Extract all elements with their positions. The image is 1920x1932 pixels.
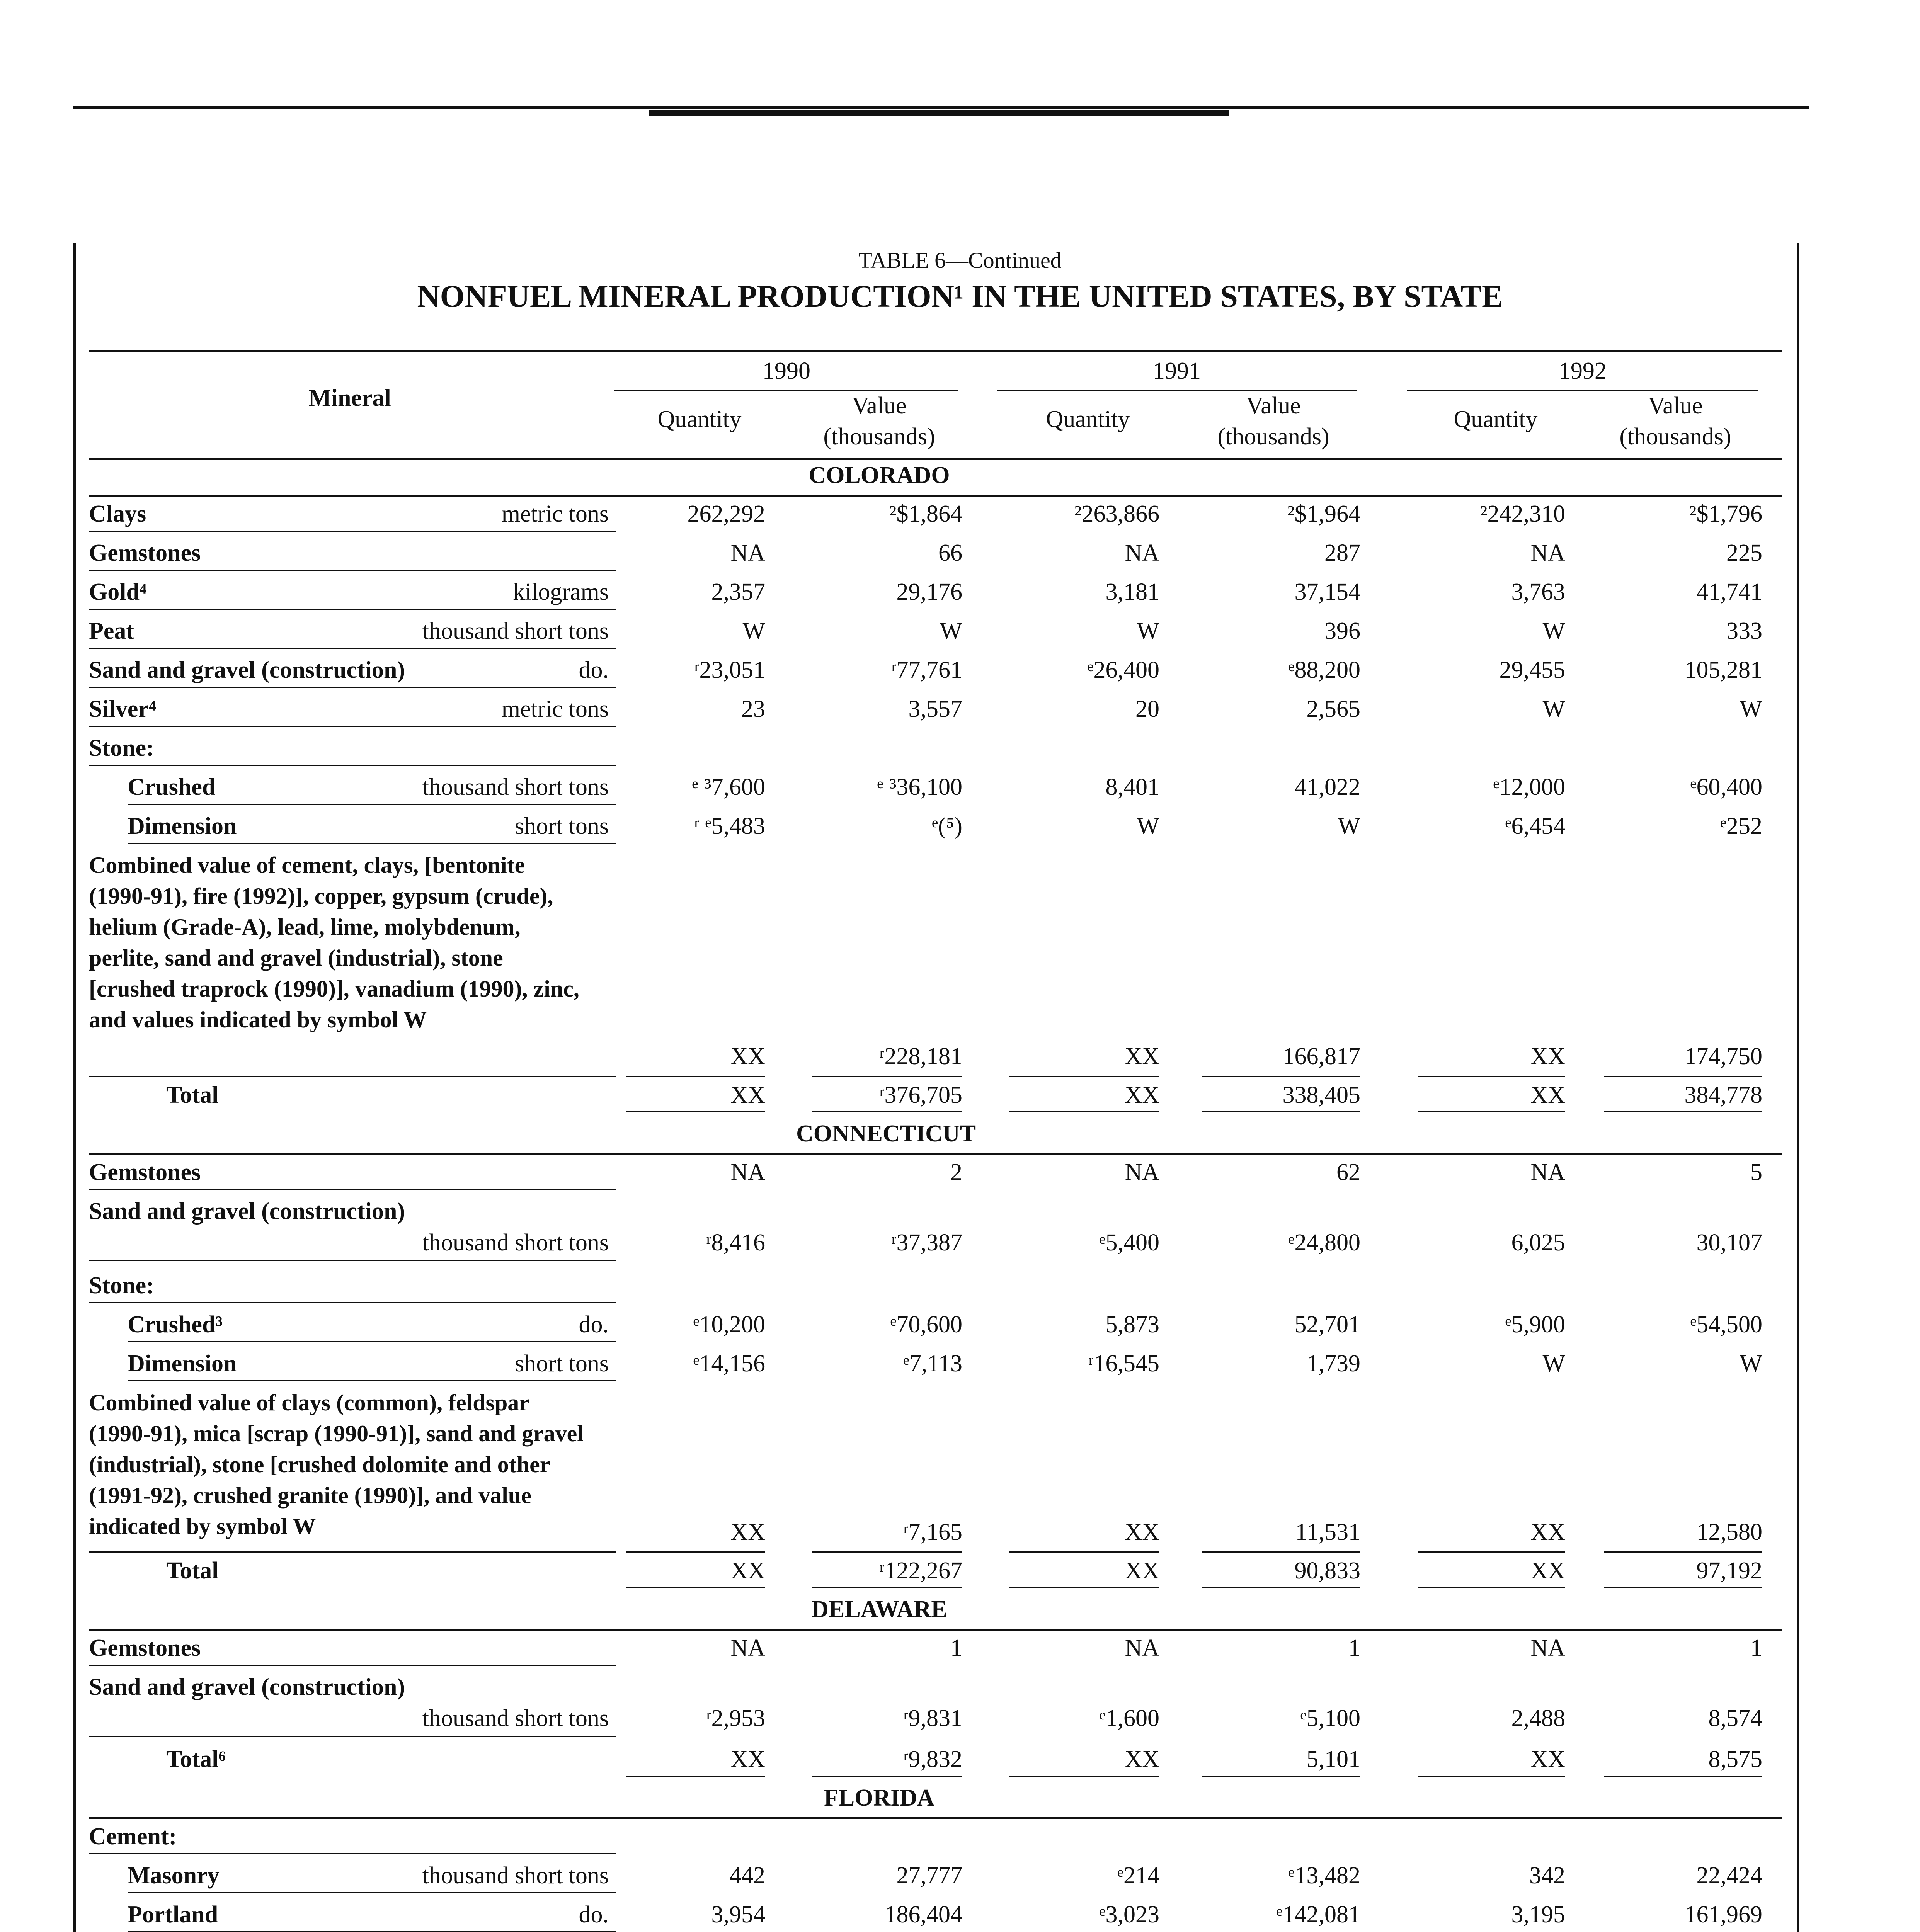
- value-cell: XX: [730, 1746, 765, 1772]
- subtotal-rule: [812, 1076, 962, 1077]
- value-cell: 5,101: [1306, 1746, 1360, 1772]
- value-cell: ʳ ᵉ5,483: [694, 813, 765, 839]
- value-cell: 41,741: [1696, 579, 1762, 605]
- mineral-label: Cement:: [89, 1823, 177, 1850]
- value-cell: ᵉ7,113: [903, 1350, 962, 1377]
- value-cell: 105,281: [1684, 657, 1762, 683]
- value-cell: ʳ23,051: [694, 657, 765, 683]
- value-cell: ʳ16,545: [1088, 1350, 1159, 1377]
- value-cell: 27,777: [896, 1862, 962, 1889]
- value-cell: ᵉ88,200: [1288, 657, 1360, 683]
- value-cell: W: [1338, 813, 1360, 839]
- value-cell: XX: [1530, 1519, 1565, 1545]
- value-cell: ᵉ1,600: [1099, 1705, 1159, 1731]
- total-rule: [1418, 1776, 1565, 1777]
- subtotal-rule: [1009, 1076, 1159, 1077]
- value-cell: 174,750: [1684, 1043, 1762, 1070]
- value-cell: 29,176: [896, 579, 962, 605]
- unit-label: do.: [579, 657, 609, 683]
- value-cell: ᵉ60,400: [1690, 774, 1762, 800]
- mineral-label: Dimension: [128, 1350, 237, 1377]
- unit-label: thousand short tons: [422, 1862, 609, 1889]
- unit-label: do.: [579, 1901, 609, 1928]
- value-cell: W: [742, 618, 765, 644]
- value-cell: 41,022: [1294, 774, 1360, 800]
- total-rule: [1202, 1587, 1360, 1588]
- top-rule-accent: [649, 110, 1229, 116]
- mineral-label: Portland: [128, 1901, 218, 1928]
- value-cell: 5,873: [1105, 1311, 1159, 1338]
- value-cell: 23: [741, 696, 765, 722]
- value-cell: 90,833: [1294, 1558, 1360, 1584]
- total-label: Total: [166, 1082, 219, 1108]
- value-unit-header: (thousands): [1217, 423, 1329, 450]
- value-cell: XX: [730, 1082, 765, 1108]
- year-header: 1992: [1559, 358, 1607, 384]
- value-cell: ᵉ54,500: [1690, 1311, 1762, 1338]
- value-cell: 52,701: [1294, 1311, 1360, 1338]
- value-cell: XX: [1125, 1043, 1159, 1070]
- value-cell: NA: [1125, 540, 1159, 566]
- value-cell: ²242,310: [1480, 501, 1565, 527]
- value-cell: ²$1,964: [1287, 501, 1360, 527]
- value-cell: NA: [1530, 540, 1565, 566]
- value-cell: 8,575: [1708, 1746, 1762, 1772]
- unit-label: thousand short tons: [422, 1230, 609, 1256]
- value-cell: 3,181: [1105, 579, 1159, 605]
- row-rule: [128, 1380, 616, 1381]
- subtotal-rule: [1202, 1076, 1360, 1077]
- total-rule: [812, 1776, 962, 1777]
- total-rule: [1202, 1776, 1360, 1777]
- value-cell: ᵉ10,200: [693, 1311, 765, 1338]
- value-cell: ²$1,796: [1689, 501, 1762, 527]
- value-cell: 37,154: [1294, 579, 1360, 605]
- subtotal-rule: [1604, 1551, 1762, 1553]
- value-cell: ʳ376,705: [879, 1082, 962, 1108]
- value-cell: ᵉ5,400: [1099, 1230, 1159, 1256]
- combined-value-note: Combined value of cement, clays, [bentonite (1990-91), fire (1992)], copper, gypsum (crude), helium (Grade-A), lead, lime, molybdenum, perlite, sand and gravel (industrial), stone [crushed traprock (1990)], vanadium (1990), zinc, and values indicated by symbol W: [89, 852, 579, 1032]
- mineral-label: Crushed³: [128, 1311, 223, 1338]
- value-column-header: Value: [1648, 393, 1703, 419]
- value-cell: ²263,866: [1074, 501, 1159, 527]
- year-header: 1991: [1153, 358, 1201, 384]
- quantity-column-header: Quantity: [657, 406, 742, 432]
- unit-label: thousand short tons: [422, 618, 609, 644]
- value-cell: 1: [950, 1635, 962, 1661]
- mineral-label: Gemstones: [89, 1635, 201, 1661]
- total-rule: [1202, 1111, 1360, 1112]
- value-cell: ²$1,864: [889, 501, 962, 527]
- value-cell: 287: [1324, 540, 1360, 566]
- unit-label: metric tons: [501, 696, 609, 722]
- mineral-label: Silver⁴: [89, 696, 156, 722]
- subtotal-rule: [1604, 1076, 1762, 1077]
- quantity-column-header: Quantity: [1454, 406, 1538, 432]
- value-cell: ᵉ142,081: [1276, 1901, 1360, 1928]
- state-heading: CONNECTICUT: [796, 1121, 976, 1147]
- total-rule: [812, 1587, 962, 1588]
- unit-label: kilograms: [513, 579, 609, 605]
- row-rule: [89, 1076, 616, 1077]
- value-cell: XX: [730, 1558, 765, 1584]
- subtotal-rule: [626, 1076, 765, 1077]
- value-cell: ʳ9,832: [903, 1746, 962, 1772]
- value-cell: XX: [730, 1043, 765, 1070]
- value-cell: 3,763: [1511, 579, 1565, 605]
- value-cell: 8,401: [1105, 774, 1159, 800]
- value-cell: 12,580: [1696, 1519, 1762, 1545]
- value-cell: ᵉ14,156: [693, 1350, 765, 1377]
- unit-label: short tons: [515, 1350, 609, 1377]
- subtotal-rule: [1202, 1551, 1360, 1553]
- value-cell: NA: [1530, 1159, 1565, 1185]
- value-cell: ᵉ5,100: [1300, 1705, 1360, 1731]
- value-cell: NA: [1125, 1159, 1159, 1185]
- unit-label: thousand short tons: [422, 1705, 609, 1731]
- value-cell: 186,404: [884, 1901, 962, 1928]
- row-rule: [89, 1551, 616, 1553]
- unit-label: thousand short tons: [422, 774, 609, 800]
- value-cell: 62: [1336, 1159, 1360, 1185]
- value-cell: 2,565: [1306, 696, 1360, 722]
- header-top-rule: [89, 350, 1782, 352]
- subtotal-rule: [1418, 1076, 1565, 1077]
- total-rule: [1418, 1587, 1565, 1588]
- state-rule: [89, 1629, 1782, 1631]
- value-column-header: Value: [1246, 393, 1301, 419]
- mineral-label: Dimension: [128, 813, 237, 839]
- state-rule: [89, 495, 1782, 497]
- total-label: Total⁶: [166, 1746, 226, 1772]
- value-cell: 3,954: [711, 1901, 765, 1928]
- state-rule: [89, 1817, 1782, 1819]
- state-heading: COLORADO: [809, 462, 950, 488]
- state-rule: [89, 1153, 1782, 1155]
- value-cell: XX: [1125, 1519, 1159, 1545]
- value-cell: ʳ37,387: [891, 1230, 962, 1256]
- value-cell: NA: [730, 1159, 765, 1185]
- unit-label: do.: [579, 1311, 609, 1338]
- value-cell: 396: [1324, 618, 1360, 644]
- value-cell: 3,195: [1511, 1901, 1565, 1928]
- value-cell: 6,025: [1511, 1230, 1565, 1256]
- mineral-label: Stone:: [89, 735, 154, 761]
- value-cell: 30,107: [1696, 1230, 1762, 1256]
- value-cell: 384,778: [1684, 1082, 1762, 1108]
- value-cell: ᵉ ³7,600: [692, 774, 765, 800]
- value-cell: ᵉ26,400: [1087, 657, 1159, 683]
- value-cell: 338,405: [1282, 1082, 1360, 1108]
- value-cell: XX: [1125, 1082, 1159, 1108]
- value-cell: 1: [1750, 1635, 1762, 1661]
- total-rule: [626, 1587, 765, 1588]
- value-cell: 166,817: [1282, 1043, 1360, 1070]
- value-cell: 2,357: [711, 579, 765, 605]
- value-cell: XX: [1530, 1043, 1565, 1070]
- total-rule: [812, 1111, 962, 1112]
- value-cell: W: [1542, 618, 1565, 644]
- value-cell: ᵉ70,600: [890, 1311, 962, 1338]
- value-cell: ᵉ252: [1720, 813, 1762, 839]
- year-header: 1990: [763, 358, 810, 384]
- value-cell: 1: [1348, 1635, 1360, 1661]
- value-cell: NA: [730, 1635, 765, 1661]
- row-rule: [89, 1665, 616, 1666]
- mineral-label: Sand and gravel (construction): [89, 1198, 405, 1225]
- value-cell: XX: [1530, 1746, 1565, 1772]
- mineral-label: Masonry: [128, 1862, 220, 1889]
- row-rule: [89, 765, 616, 766]
- total-rule: [1604, 1776, 1762, 1777]
- value-cell: ʳ2,953: [706, 1705, 765, 1731]
- value-cell: ᵉ214: [1117, 1862, 1159, 1889]
- row-rule: [128, 1341, 616, 1342]
- value-cell: W: [1740, 1350, 1762, 1377]
- row-rule: [89, 1189, 616, 1190]
- row-rule: [89, 648, 616, 649]
- subtotal-rule: [1418, 1551, 1565, 1553]
- value-cell: XX: [1125, 1746, 1159, 1772]
- value-cell: ᵉ12,000: [1493, 774, 1565, 800]
- unit-label: metric tons: [501, 501, 609, 527]
- subtotal-rule: [626, 1551, 765, 1553]
- value-cell: NA: [1125, 1635, 1159, 1661]
- row-rule: [89, 1260, 616, 1261]
- value-cell: W: [1137, 618, 1159, 644]
- value-cell: XX: [1530, 1082, 1565, 1108]
- total-rule: [1009, 1776, 1159, 1777]
- value-cell: 5: [1750, 1159, 1762, 1185]
- value-cell: 225: [1726, 540, 1762, 566]
- value-cell: 161,969: [1684, 1901, 1762, 1928]
- row-rule: [89, 531, 616, 532]
- total-rule: [626, 1776, 765, 1777]
- value-cell: W: [1740, 696, 1762, 722]
- value-unit-header: (thousands): [823, 423, 935, 450]
- value-cell: ᵉ(⁵): [932, 813, 962, 839]
- value-cell: W: [1542, 1350, 1565, 1377]
- value-cell: 442: [729, 1862, 765, 1889]
- mineral-label: Peat: [89, 618, 134, 644]
- total-label: Total: [166, 1558, 219, 1584]
- value-cell: XX: [1530, 1558, 1565, 1584]
- value-cell: 342: [1529, 1862, 1565, 1889]
- value-cell: ᵉ ³36,100: [877, 774, 962, 800]
- value-cell: 8,574: [1708, 1705, 1762, 1731]
- total-rule: [626, 1111, 765, 1112]
- value-cell: 1,739: [1306, 1350, 1360, 1377]
- value-column-header: Value: [852, 393, 907, 419]
- value-cell: NA: [730, 540, 765, 566]
- row-rule: [89, 687, 616, 688]
- mineral-label: Sand and gravel (construction): [89, 657, 405, 683]
- value-cell: 66: [938, 540, 962, 566]
- value-cell: 3,557: [908, 696, 962, 722]
- value-cell: W: [940, 618, 962, 644]
- state-heading: FLORIDA: [824, 1785, 934, 1811]
- value-cell: ᵉ5,900: [1505, 1311, 1565, 1338]
- mineral-label: Gold⁴: [89, 579, 147, 605]
- state-heading: DELAWARE: [811, 1596, 947, 1622]
- table-number: TABLE 6—Continued: [858, 248, 1062, 273]
- value-cell: ᵉ13,482: [1288, 1862, 1360, 1889]
- total-rule: [1009, 1587, 1159, 1588]
- quantity-column-header: Quantity: [1046, 406, 1130, 432]
- value-cell: ʳ9,831: [903, 1705, 962, 1731]
- row-rule: [89, 1302, 616, 1303]
- value-cell: 97,192: [1696, 1558, 1762, 1584]
- table-title: NONFUEL MINERAL PRODUCTION¹ IN THE UNITED STATES, BY STATE: [417, 279, 1503, 314]
- row-rule: [128, 804, 616, 805]
- total-rule: [1604, 1587, 1762, 1588]
- value-cell: ʳ7,165: [903, 1519, 962, 1545]
- mineral-label: Gemstones: [89, 1159, 201, 1185]
- mineral-label: Stone:: [89, 1272, 154, 1299]
- value-cell: 333: [1726, 618, 1762, 644]
- row-rule: [89, 1736, 616, 1737]
- value-cell: ᵉ6,454: [1505, 813, 1565, 839]
- value-cell: ᵉ3,023: [1099, 1901, 1159, 1928]
- value-cell: XX: [730, 1519, 765, 1545]
- row-rule: [128, 843, 616, 844]
- value-cell: 2,488: [1511, 1705, 1565, 1731]
- row-rule: [89, 726, 616, 727]
- value-cell: 29,455: [1499, 657, 1565, 683]
- value-cell: ʳ228,181: [879, 1043, 962, 1070]
- value-cell: 2: [950, 1159, 962, 1185]
- row-rule: [128, 1892, 616, 1893]
- right-margin-bar: [1797, 243, 1799, 1932]
- value-unit-header: (thousands): [1619, 423, 1731, 450]
- value-cell: ʳ122,267: [879, 1558, 962, 1584]
- value-cell: 22,424: [1696, 1862, 1762, 1889]
- combined-value-note: Combined value of clays (common), feldspar (1990-91), mica [scrap (1990-91)], sand and gravel (industrial), stone [crushed dolomite and other (1991-92), crushed granite (1990)], and value indicated by symbol W: [89, 1390, 584, 1539]
- mineral-label: Sand and gravel (construction): [89, 1674, 405, 1700]
- mineral-label: Gemstones: [89, 540, 201, 566]
- mineral-label: Crushed: [128, 774, 216, 800]
- value-cell: W: [1137, 813, 1159, 839]
- row-rule: [89, 609, 616, 610]
- value-cell: 262,292: [687, 501, 765, 527]
- top-rule: [73, 106, 1809, 109]
- unit-label: short tons: [515, 813, 609, 839]
- subtotal-rule: [812, 1551, 962, 1553]
- value-cell: XX: [1125, 1558, 1159, 1584]
- mineral-column-header: Mineral: [308, 385, 391, 411]
- value-cell: ʳ77,761: [891, 657, 962, 683]
- value-cell: 20: [1135, 696, 1159, 722]
- total-rule: [1418, 1111, 1565, 1112]
- total-rule: [1009, 1111, 1159, 1112]
- total-rule: [1604, 1111, 1762, 1112]
- row-rule: [89, 1853, 616, 1854]
- value-cell: 11,531: [1295, 1519, 1360, 1545]
- left-margin-bar: [73, 243, 76, 1932]
- value-cell: NA: [1530, 1635, 1565, 1661]
- row-rule: [89, 570, 616, 571]
- value-cell: ʳ8,416: [706, 1230, 765, 1256]
- subtotal-rule: [1009, 1551, 1159, 1553]
- value-cell: W: [1542, 696, 1565, 722]
- value-cell: ᵉ24,800: [1288, 1230, 1360, 1256]
- mineral-label: Clays: [89, 501, 146, 527]
